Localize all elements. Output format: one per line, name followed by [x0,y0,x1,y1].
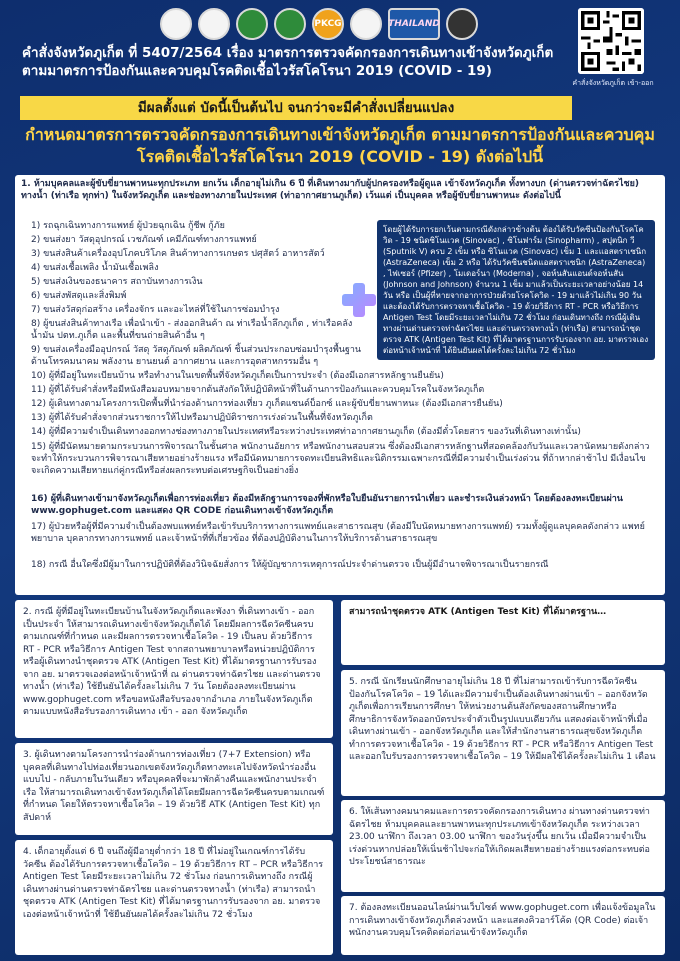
exemption-item-7: 7) ขนส่งวัสดุก่อสร้าง เครื่องจักร และอะไหล่ที่ใช้ในการซ่อมบำรุง [31,305,280,315]
amazing-thailand-logo: THAILAND [388,8,440,40]
logo-strip [160,8,478,42]
document-title: คำสั่งจังหวัดภูเก็ต ที่ 5407/2564 เรื่อง มาตรการตรวจคัดกรองการเดินทางเข้าจังหวัดภูเก็ต ตามมาตรการป้องกันและควบคุมโรคติดเชื้อไวรัสโคโรนา 2019 (COVID - 19) [22,45,554,79]
exemption-item-4: 4) ขนส่งเชื้อเพลิง น้ำมันเชื้อเพลิง [31,263,159,273]
exemption-item-15: 15) ผู้ที่มีนัดหมายตามกระบวนการพิจารณาในชั้นศาล พนักงานอัยการ หรือพนักงานสอบสวน ซึ่งต้องมีเอกสารหลักฐานที่สอดคล้องกับวันและเวลานัดหมายดังกล่าวจะทำให้กระบวนการพิจารณาเสียหายอย่างร้ายแรง หรือมีนัดหมายการจดทะเบียนสิทธิและนิติกรรมเฉพาะกรณีที่มีความจำเป็นเร่งด่วน ที่ถ้าหากล่าช้าไป มีเงื่อนไขจะเกิดความเสียหายแก่คู่กรณีหรือส่งผลกระทบต่อเศรษฐกิจเป็นอย่างยิ่ง [31,442,650,476]
exemption-item-5: 5) ขนส่งเงินของธนาคาร สถาบันทางการเงิน [31,277,203,287]
police-seal-icon [350,8,382,40]
section-1-intro: 1. ห้ามบุคคลและผู้ขับขี่ยานพาหนะทุกประเภท ยกเว้น เด็กอายุไม่เกิน 6 ปี ที่เดินทางมากับผู้ปกครองหรือผู้ดูแล เข้าจังหวัดภูเก็ต ทั้งทางบก (ด่านตรวจท่าฉัตรไชย) ทางน้ำ (ท่าเรือ ทุกท่า) ในจังหวัดภูเก็ต และช่องทางภายในประเทศ (ท่าอากาศยานภูเก็ต) เว้นแต่ เป็นบุคคล หรือผู้ขับขี่ยานพาหนะ ดังต่อไปนี้ [21,179,639,201]
section-5-box [341,670,665,796]
exemption-item-1: 1) รถฉุกเฉินทางการแพทย์ ผู้ป่วยฉุกเฉิน กู้ชีพ กู้ภัย [31,221,225,231]
section-2-text: 2. กรณี ผู้ที่มีอยู่ในทะเบียนบ้านในจังหวัดภูเก็ตและพังงา ที่เดินทางเข้า - ออก เป็นประจำ ให้สามารถเดินทางเข้าจังหวัดภูเก็ตได้ โดยมีผลการฉีดวัคซีนครบตามเกณฑ์ที่กำหนด และมีผลการตรวจหาเชื้อโควิด - 19 เป็นลบ ด้วยวิธีการ RT - PCR หรือวิธีการ Antigen Test จากสถานพยาบาลหรือหน่วยปฏิบัติการ หรือผู้เดินทางนำชุดตรวจ ATK (Antigen Test Kit) ที่ได้มาตรฐานการรับรองจาก อย. มาตรวจเองต่อหน้าเจ้าหน้าที่ ณ ด่านตรวจท่าฉัตรไชย และด่านตรวจทางน้ำ (ท่าเรือ) ใช้ยืนยันได้ครั้งละไม่เกิน 7 วัน โดยต้องลงทะเบียนผ่าน www.gophuget.com หรือขอหนังสือรับรองจากอำเภอ ภายในจังหวัดภูเก็ต ตามแบบหนังสือรับรองการเดินทาง เข้า - ออก จังหวัดภูเก็ต [23,607,321,717]
qr-code-icon[interactable] [578,8,644,74]
exemption-item-11: 11) ผู้ที่ได้รับคำสั่งหรือมีหนังสือมอบหมายจากต้นสังกัดให้ปฏิบัติหน้าที่ในด้านการป้องกันและควบคุมโรคในจังหวัดภูเก็ต [31,385,485,395]
section-6-text: 6. ให้เส้นทางคมนาคมและการตรวจคัดกรองการเดินทาง ผ่านทางด่านตรวจท่าฉัตรไชย ห้ามบุคคลและยานพาหนะทุกประเภทเข้าจังหวัดภูเก็ต ระหว่างเวลา 23.00 นาฬิกา ถึงเวลา 03.00 นาฬิกา ของวันรุ่งขึ้น ยกเว้น เมื่อมีความจำเป็นเร่งด่วนหากปล่อยให้เนิ่นช้าไปจะก่อให้เกิดผลเสียหายอย่างร้ายแรงต่อกระทบต่อประโยชน์สาธารณะ [349,807,650,867]
section-4-box [15,840,333,955]
section-4-continued-box [341,600,665,665]
section-1-panel [15,175,665,595]
exemption-item-12: 12) ผู้เดินทางตามโครงการเปิดพื้นที่นำร่องด้านการท่องเที่ยว ภูเก็ตแซนด์บ็อกซ์ และผู้ขับขี่ยานพาหนะ (ต้องมีเอกสารยืนยัน) [31,399,503,409]
section-5-text: 5. กรณี นักเรียนนักศึกษาอายุไม่เกิน 18 ปี ที่ไม่สามารถเข้ารับการฉีดวัคซีนป้องกันโรคโควิด – 19 ได้และมีความจำเป็นต้องเดินทางผ่านเข้า – ออกจังหวัดภูเก็ตเพื่อการเรียนการศึกษา ให้หน่วยงานต้นสังกัดของสถานศึกษาหรือศึกษาธิการจังหวัดออกบัตรประจำตัวเป็นรูปแบบเดียวกัน แสดงต่อเจ้าหน้าที่เมื่อเดินทางผ่านเข้า - ออกจังหวัดภูเก็ต และให้สำนักงานสาธารณสุขจังหวัดภูเก็ตทำการตรวจหาเชื้อโควิด - 19 ด้วยวิธีการ RT - PCR หรือวิธีการ Antigen Test และออกใบรับรองการตรวจหาเชื้อโควิด – 19 ให้มีผลใช้ได้ครั้งละไม่เกิน 1 เดือน [349,677,656,762]
province-seal-icon [446,8,478,40]
pkcg-logo: PKCG [312,8,344,40]
exemption-item-16: 16) ผู้ที่เดินทางเข้ามาจังหวัดภูเก็ตเพื่อการท่องเที่ยว ต้องมีหลักฐานการจองที่พักหรือใบยืนยันรายการนำเที่ยว และชำระเงินล่วงหน้า โดยต้องลงทะเบียนผ่าน www.gophuget.com และแสดง QR CODE ก่อนเดินทางเข้าจังหวัดภูเก็ต [31,494,623,516]
exemption-item-17: 17) ผู้ป่วยหรือผู้ที่มีความจำเป็นต้องพบแพทย์หรือเข้ารับบริการทางการแพทย์และสาธารณสุข (ต้องมีใบนัดหมายทางการแพทย์) รวมทั้งผู้ดูแลบุคคลดังกล่าว แพทย์ พยาบาล บุคลากรทางการแพทย์ และเจ้าหน้าที่ที่เกี่ยวข้อง ที่ต้องปฏิบัติงานในการให้บริการด้านสาธารณสุข [31,522,645,544]
exemption-item-10: 10) ผู้ที่มีอยู่ในทะเบียนบ้าน หรือทำงานในเขตพื้นที่จังหวัดภูเก็ตเป็นการประจำ (ต้องมีเอกสารหลักฐานยืนยัน) [31,371,444,381]
ministry-logo-icon [274,8,306,40]
qr-caption: คำสั่งจังหวัดภูเก็ต เข้า-ออก [572,79,654,87]
measures-heading: กำหนดมาตรการตรวจคัดกรองการเดินทางเข้าจังหวัดภูเก็ต ตามมาตรการป้องกันและควบคุมโรคติดเชื้อไวรัสโคโรนา 2019 (COVID - 19) ดังต่อไปนี้ [25,125,655,166]
section-7-text: 7. ต้องลงทะเบียนออนไลน์ผ่านเว็บไซต์ www.gophuget.com เพื่อแจ้งข้อมูลในการเดินทางเข้าจังหวัดภูเก็ตล่วงหน้า และแสดงคิวอาร์โค้ด (QR Code) ต่อเจ้าพนักงานควบคุมโรคติดต่อก่อนเข้าจังหวัดภูเก็ต [349,903,656,938]
government-seal-icon [160,8,192,40]
section-4-continued-text: สามารถนำชุดตรวจ ATK (Antigen Test Kit) ที่ได้มาตรฐาน… [349,607,607,617]
section-2-box [15,600,333,738]
section-7-box [341,896,665,955]
vaccine-requirement-note: โดยผู้ได้รับการยกเว้นตามกรณีดังกล่าวข้างต้น ต้องได้รับวัคซีนป้องกันโรคโควิด - 19 ชนิดซิโนแวค (Sinovac) , ซิโนฟาร์ม (Sinopharm) , สปุตนิก วี (Sputnik V) ครบ 2 เข็ม หรือ ซิโนแวค (Sinovac) เข็ม 1 และแอสตราเซนิก (AstraZeneca) เข็ม 2 หรือ ได้รับวัคซีนชนิดแอสตราเซนิก (AstraZeneca) , ไฟเซอร์ (Pfizer) , โมเดอร์นา (Moderna) , จอห์นสันแอนด์จอห์นสัน (Johnson and Johnson) จำนวน 1 เข็ม มาแล้วเป็นระยะเวลาอย่างน้อย 14 วัน หรือ เป็นผู้ที่หายจากอาการป่วยด้วยโรคโควิด - 19 มาแล้วไม่เกิน 90 วัน และต้องได้รับการตรวจหาเชื้อโควิด - 19 ด้วยวิธีการ RT - PCR หรือวิธีการ Antigen Test โดยมีระยะเวลาไม่เกิน 72 ชั่วโมง ก่อนเดินทางถึง กรณีผู้เดินทางผ่านด่านตรวจท่าฉัตรไชย และด่านตรวจทางน้ำ (ท่าเรือ) สามารถนำชุดตรวจ ATK (Antigen Test Kit) ที่ได้มาตรฐานการรับรองจาก อย. มาตรวจเองต่อหน้าเจ้าหน้าที่ ได้ยินยันผลได้ครั้งละไม่เกิน 72 ชั่วโมง [377,220,655,360]
exemption-item-8: 8) ผู้ขนส่งสินค้าทางเรือ เพื่อนำเข้า - ส่งออกสินค้า ณ ท่าเรือน้ำลึกภูเก็ต , ท่าเรือคลังน้ำมัน ปตท.ภูเก็ต และพื้นที่ขนถ่ายสินค้าอื่น ๆ [31,319,353,341]
exemption-item-3: 3) ขนส่งสินค้าเครื่องอุปโภคบริโภค สินค้าทางการเกษตร ปศุสัตว์ อาหารสัตว์ [31,249,325,259]
section-3-box [15,743,333,835]
section-4-text: 4. เด็กอายุตั้งแต่ 6 ปี จนถึงผู้มีอายุต่ำกว่า 18 ปี ที่ไม่อยู่ในเกณฑ์การได้รับวัคซีน ต้องได้รับการตรวจหาเชื้อโควิด – 19 ด้วยวิธีการ RT – PCR หรือวิธีการ Antigen Test โดยมีระยะเวลาไม่เกิน 72 ชั่วโมง ก่อนการเดินทางถึง กรณีผู้เดินทางผ่านด่านตรวจท่าฉัตรไชย และด่านตรวจทางน้ำ (ท่าเรือ) สามารถนำชุดตรวจ ATK (Antigen Test Kit) ที่ได้มาตรฐานการรับรองจาก อย. มาตรวจเองต่อหน้าเจ้าหน้าที่ ใช้ยืนยันผลได้ครั้งละไม่เกิน 72 ชั่วโมง [23,847,324,920]
exemption-item-2: 2) ขนส่งยา วัสดุอุปกรณ์ เวชภัณฑ์ เคมีภัณฑ์ทางการแพทย์ [31,235,257,245]
exemption-item-14: 14) ผู้ที่มีความจำเป็นเดินทางออกทางช่องทางภายในประเทศหรือระหว่างประเทศท่าอากาศยานภูเก็ต (ต้องมีตั๋วโดยสาร ของวันที่เดินทางเท่านั้น) [31,427,581,437]
health-office-logo-icon [236,8,268,40]
effective-date-banner: มีผลตั้งแต่ บัดนี้เป็นต้นไป จนกว่าจะมีคำสั่งเปลี่ยนแปลง [20,96,572,120]
medical-cross-icon [342,283,376,317]
exemption-item-13: 13) ผู้ที่ได้รับคำสั่งจากส่วนราชการให้ไปหรือมาปฏิบัติราชการเร่งด่วนในพื้นที่จังหวัดภูเก็ต [31,413,373,423]
section-6-box [341,800,665,892]
exemption-item-18: 18) กรณี อื่นใดซึ่งมีผู้มาในการปฏิบัติที่ต้องวินิจฉัยสั่งการ ให้ผู้บัญชาการเหตุการณ์ประจำด่านตรวจ เป็นผู้มีอำนาจพิจารณาเป็นรายกรณี [31,560,549,570]
exemption-item-6: 6) ขนส่งพัสดุและสิ่งพิมพ์ [31,291,127,301]
agency-seal-icon [198,8,230,40]
section-3-text: 3. ผู้เดินทางตามโครงการนำร่องด้านการท่องเที่ยว (7+7 Extension) หรือบุคคลที่เดินทางไปท่องเที่ยวนอกเขตจังหวัดภูเก็ตทางทะเลไปจังหวัดนำร่องอื่น แบบไป - กลับภายในวันเดียว หรือบุคคลที่จะมาพักค้างคืนและพนักงานประจำเรือ ให้สามารถเดินทางเข้าจังหวัดภูเก็ตได้โดยมีผลการฉีดวัคซีนครบตามเกณฑ์ที่กำหนด โดยให้ตรวจหาเชื้อโควิด – 19 ด้วยวิธี ATK (Antigen Test Kit) ทุกสัปดาห์ [23,750,325,823]
exemption-item-9: 9) ขนส่งเครื่องมืออุปกรณ์ วัสดุ วัสดุภัณฑ์ ผลิตภัณฑ์ ชิ้นส่วนประกอบซ่อมบำรุงพื้นฐานด้านโทรคมนาคม พลังงาน ยานยนต์ อากาศยาน และการอุตสาหกรรมอื่น ๆ [31,345,362,367]
